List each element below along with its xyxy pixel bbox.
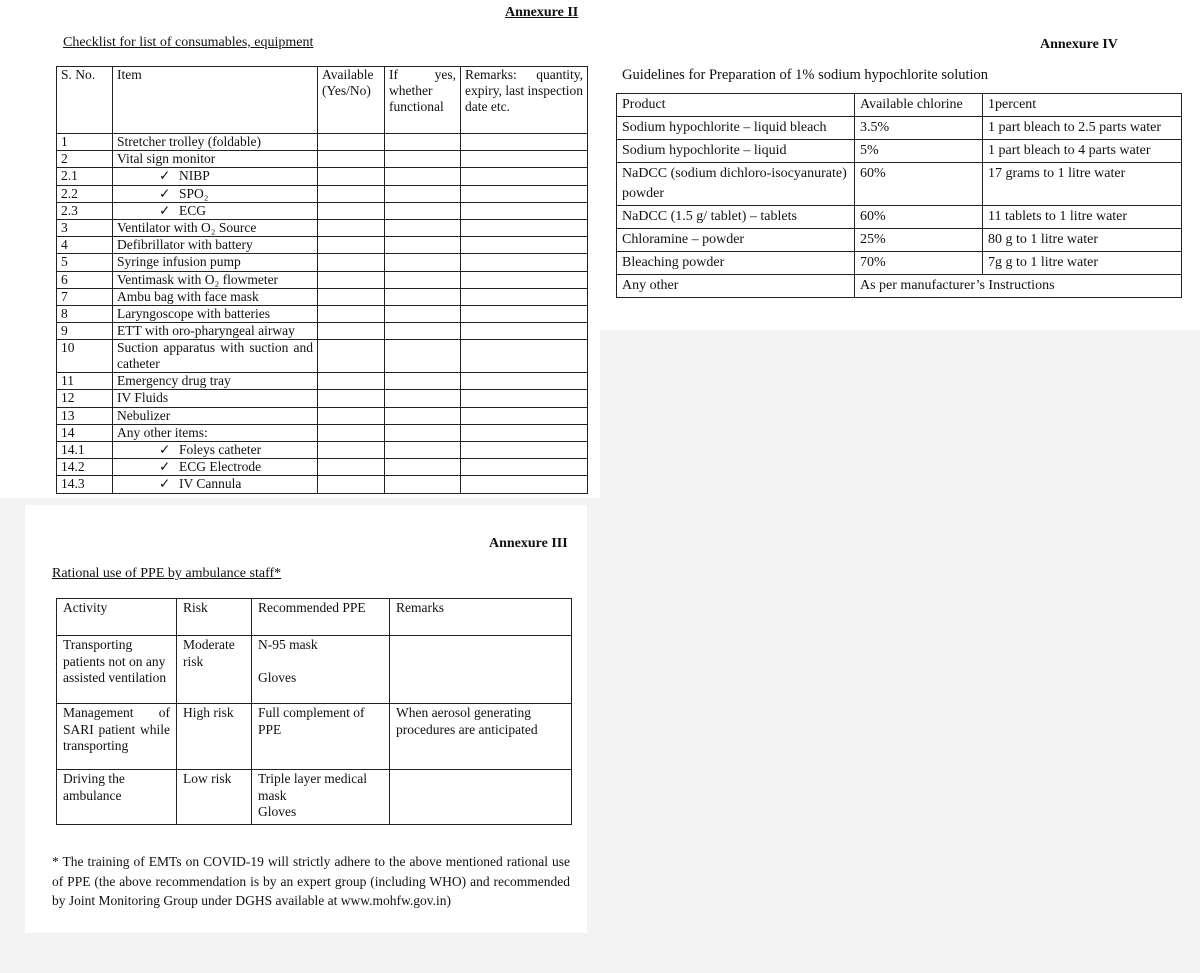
product-cell: Bleaching powder (617, 252, 855, 275)
checklist-row (57, 202, 588, 219)
functional-cell (385, 168, 461, 185)
checklist-row (57, 168, 588, 185)
sno-cell: 11 (57, 373, 113, 390)
remarks-cell: When aerosol generating procedures are anticipated (390, 704, 572, 770)
item-cell: Vital sign monitor (113, 151, 318, 168)
item-cell: Any other items: (113, 424, 318, 441)
checklist-row (57, 459, 588, 476)
functional-cell (385, 185, 461, 202)
remarks-cell (461, 134, 588, 151)
percent-cell: 7g g to 1 litre water (983, 252, 1182, 275)
functional-cell (385, 390, 461, 407)
functional-cell (385, 340, 461, 373)
functional-cell (385, 459, 461, 476)
hypochlorite-row (617, 117, 1182, 140)
sno-cell: 14 (57, 424, 113, 441)
remarks-cell (461, 340, 588, 373)
available-cell (318, 134, 385, 151)
sno-cell: 14.2 (57, 459, 113, 476)
sno-cell: 8 (57, 305, 113, 322)
item-cell: Laryngoscope with batteries (113, 305, 318, 322)
sno-cell: 10 (57, 340, 113, 373)
recommended-ppe-cell (252, 704, 390, 770)
product-cell: NaDCC (1.5 g/ tablet) – tablets (617, 206, 855, 229)
percent-cell: 11 tablets to 1 litre water (983, 206, 1182, 229)
checklist-row (57, 390, 588, 407)
checklist-row (57, 219, 588, 236)
ppe-row (57, 704, 572, 770)
checklist-row (57, 476, 588, 493)
functional-cell (385, 219, 461, 236)
percent-cell: 17 grams to 1 litre water (983, 163, 1182, 206)
available-cell (318, 168, 385, 185)
ppe-line: Full complement of PPE (258, 705, 365, 737)
available-cell (318, 407, 385, 424)
hypochlorite-row (617, 140, 1182, 163)
percent-cell: 80 g to 1 litre water (983, 229, 1182, 252)
sno-cell: 14.3 (57, 476, 113, 493)
activity-cell: Management of SARI patient while transporting (57, 704, 177, 770)
available-cell (318, 271, 385, 288)
checkmark-icon: ✓ (159, 185, 171, 201)
risk-cell: Moderate risk (177, 636, 252, 704)
header-risk: Risk (177, 599, 252, 636)
remarks-cell (461, 254, 588, 271)
annexure-4-heading: Annexure IV (1040, 37, 1118, 52)
sno-cell: 3 (57, 219, 113, 236)
header-remarks: Remarks (390, 599, 572, 636)
ppe-line: Triple layer medical mask (258, 771, 367, 803)
sno-cell: 1 (57, 134, 113, 151)
available-cell (318, 476, 385, 493)
product-cell: NaDCC (sodium dichloro-isocyanurate) powder (617, 163, 855, 206)
remarks-cell (461, 271, 588, 288)
activity-cell: Driving the ambulance (57, 770, 177, 825)
item-cell (113, 185, 318, 202)
item-label: Foleys catheter (179, 442, 262, 457)
item-cell: Ventilator with O₂ Source (113, 219, 318, 236)
ppe-line: Gloves (258, 670, 297, 685)
percent-cell: 1 part bleach to 4 parts water (983, 140, 1182, 163)
risk-cell: Low risk (177, 770, 252, 825)
functional-cell (385, 476, 461, 493)
checklist-row (57, 237, 588, 254)
hypochlorite-title: Guidelines for Preparation of 1% sodium hypochlorite solution (622, 67, 989, 83)
remarks-cell (461, 288, 588, 305)
functional-cell (385, 237, 461, 254)
remarks-cell (390, 770, 572, 825)
remarks-cell (461, 168, 588, 185)
available-cell (318, 202, 385, 219)
item-cell (113, 459, 318, 476)
ppe-row (57, 636, 572, 704)
available-cell (318, 237, 385, 254)
available-cell (318, 254, 385, 271)
available-cell (318, 340, 385, 373)
ppe-title: Rational use of PPE by ambulance staff* (52, 566, 282, 581)
sno-cell: 4 (57, 237, 113, 254)
activity-cell: Transporting patients not on any assisted ventilation (57, 636, 177, 704)
functional-cell (385, 305, 461, 322)
checklist-title: Checklist for list of consumables, equipment (63, 35, 314, 50)
available-cell (318, 373, 385, 390)
remarks-cell (390, 636, 572, 704)
ppe-line: Gloves (258, 804, 297, 819)
functional-cell (385, 323, 461, 340)
checklist-row (57, 424, 588, 441)
sno-cell: 6 (57, 271, 113, 288)
functional-cell (385, 271, 461, 288)
checklist-row (57, 373, 588, 390)
product-cell: Sodium hypochlorite – liquid bleach (617, 117, 855, 140)
checkmark-icon: ✓ (159, 459, 171, 475)
available-cell (318, 288, 385, 305)
sno-cell: 2.3 (57, 202, 113, 219)
percent-cell: 1 part bleach to 2.5 parts water (983, 117, 1182, 140)
sno-cell: 12 (57, 390, 113, 407)
hypochlorite-row (617, 252, 1182, 275)
hypochlorite-header-row (617, 94, 1182, 117)
checkmark-icon: ✓ (159, 476, 171, 492)
item-cell: Nebulizer (113, 407, 318, 424)
checklist-row (57, 305, 588, 322)
available-cell (318, 424, 385, 441)
remarks-cell (461, 305, 588, 322)
manufacturer-note-cell: As per manufacturer’s Instructions (855, 275, 1182, 298)
checkmark-icon: ✓ (159, 442, 171, 457)
hypochlorite-row (617, 163, 1182, 206)
available-cell (318, 390, 385, 407)
ppe-header-row (57, 599, 572, 636)
available-cell (318, 323, 385, 340)
available-cell (318, 305, 385, 322)
checklist-row (57, 323, 588, 340)
item-cell (113, 202, 318, 219)
item-cell: Emergency drug tray (113, 373, 318, 390)
functional-cell (385, 407, 461, 424)
checkmark-icon: ✓ (159, 202, 171, 218)
remarks-cell (461, 424, 588, 441)
header-available: Available (Yes/No) (318, 67, 385, 134)
checklist-row (57, 407, 588, 424)
remarks-cell (461, 459, 588, 476)
item-cell: Ventimask with O₂ flowmeter (113, 271, 318, 288)
item-cell: Stretcher trolley (foldable) (113, 134, 318, 151)
header-sno: S. No. (57, 67, 113, 134)
checklist-row (57, 442, 588, 459)
functional-cell (385, 254, 461, 271)
ppe-line (258, 654, 383, 671)
available-cell (318, 459, 385, 476)
header-remarks: Remarks: quantity, expiry, last inspection date etc. (461, 67, 588, 134)
header-available-chlorine: Available chlorine (855, 94, 983, 117)
available-cell (318, 185, 385, 202)
remarks-cell (461, 373, 588, 390)
remarks-cell (461, 237, 588, 254)
item-cell: Suction apparatus with suction and catheter (113, 340, 318, 373)
ppe-row (57, 770, 572, 825)
annexure-3-heading: Annexure III (489, 536, 568, 551)
hypochlorite-row-any-other (617, 275, 1182, 298)
ppe-footnote: * The training of EMTs on COVID-19 will strictly adhere to the above mentioned rational use of PPE (the above recommendation is by an expert group (including WHO) and recommended by Joint Monitoring Group under DGHS available at www.mohfw.gov.in) (52, 854, 570, 908)
checklist-row (57, 254, 588, 271)
checklist-row (57, 134, 588, 151)
ppe-line: N-95 mask (258, 637, 318, 652)
functional-cell (385, 442, 461, 459)
hypochlorite-row (617, 206, 1182, 229)
product-cell: Chloramine – powder (617, 229, 855, 252)
risk-cell: High risk (177, 704, 252, 770)
item-cell: Syringe infusion pump (113, 254, 318, 271)
functional-cell (385, 373, 461, 390)
item-label: IV Cannula (179, 476, 242, 492)
checklist-row (57, 340, 588, 373)
hypochlorite-table (616, 93, 1182, 298)
header-functional: If yes, whether functional (385, 67, 461, 134)
sno-cell: 14.1 (57, 442, 113, 459)
hypochlorite-row (617, 229, 1182, 252)
sno-cell: 13 (57, 407, 113, 424)
available-cell (318, 151, 385, 168)
available-cell (318, 442, 385, 459)
remarks-cell (461, 407, 588, 424)
chlorine-cell: 60% (855, 206, 983, 229)
item-cell (113, 476, 318, 493)
remarks-cell (461, 390, 588, 407)
checklist-table (56, 66, 588, 494)
sno-cell: 2.1 (57, 168, 113, 185)
header-percent: 1percent (983, 94, 1182, 117)
checklist-row (57, 271, 588, 288)
header-activity: Activity (57, 599, 177, 636)
item-cell: Defibrillator with battery (113, 237, 318, 254)
checklist-row (57, 185, 588, 202)
chlorine-cell: 5% (855, 140, 983, 163)
item-cell: Ambu bag with face mask (113, 288, 318, 305)
remarks-cell (461, 151, 588, 168)
recommended-ppe-cell (252, 636, 390, 704)
sno-cell: 9 (57, 323, 113, 340)
checkmark-icon: ✓ (159, 168, 171, 184)
chlorine-cell: 60% (855, 163, 983, 206)
item-label: SPO₂ (179, 185, 209, 201)
functional-cell (385, 134, 461, 151)
sno-cell: 2.2 (57, 185, 113, 202)
header-product: Product (617, 94, 855, 117)
header-item: Item (113, 67, 318, 134)
item-cell: ETT with oro-pharyngeal airway (113, 323, 318, 340)
functional-cell (385, 288, 461, 305)
item-label: ECG Electrode (179, 459, 262, 475)
remarks-cell (461, 442, 588, 459)
remarks-cell (461, 202, 588, 219)
remarks-cell (461, 185, 588, 202)
item-label: NIBP (179, 168, 210, 184)
chlorine-cell: 25% (855, 229, 983, 252)
checklist-header-row (57, 67, 588, 134)
recommended-ppe-cell (252, 770, 390, 825)
annexure-2-heading: Annexure II (505, 5, 579, 20)
functional-cell (385, 202, 461, 219)
product-cell: Sodium hypochlorite – liquid (617, 140, 855, 163)
ppe-table (56, 598, 572, 825)
functional-cell (385, 151, 461, 168)
sno-cell: 7 (57, 288, 113, 305)
remarks-cell (461, 323, 588, 340)
checklist-row (57, 288, 588, 305)
item-cell (113, 168, 318, 185)
chlorine-cell: 70% (855, 252, 983, 275)
sno-cell: 2 (57, 151, 113, 168)
remarks-cell (461, 476, 588, 493)
available-cell (318, 219, 385, 236)
chlorine-cell: 3.5% (855, 117, 983, 140)
remarks-cell (461, 219, 588, 236)
checklist-row (57, 151, 588, 168)
item-cell (113, 442, 318, 459)
functional-cell (385, 424, 461, 441)
item-cell: IV Fluids (113, 390, 318, 407)
item-label: ECG (179, 202, 206, 218)
sno-cell: 5 (57, 254, 113, 271)
header-recommended-ppe: Recommended PPE (252, 599, 390, 636)
product-cell: Any other (617, 275, 855, 298)
